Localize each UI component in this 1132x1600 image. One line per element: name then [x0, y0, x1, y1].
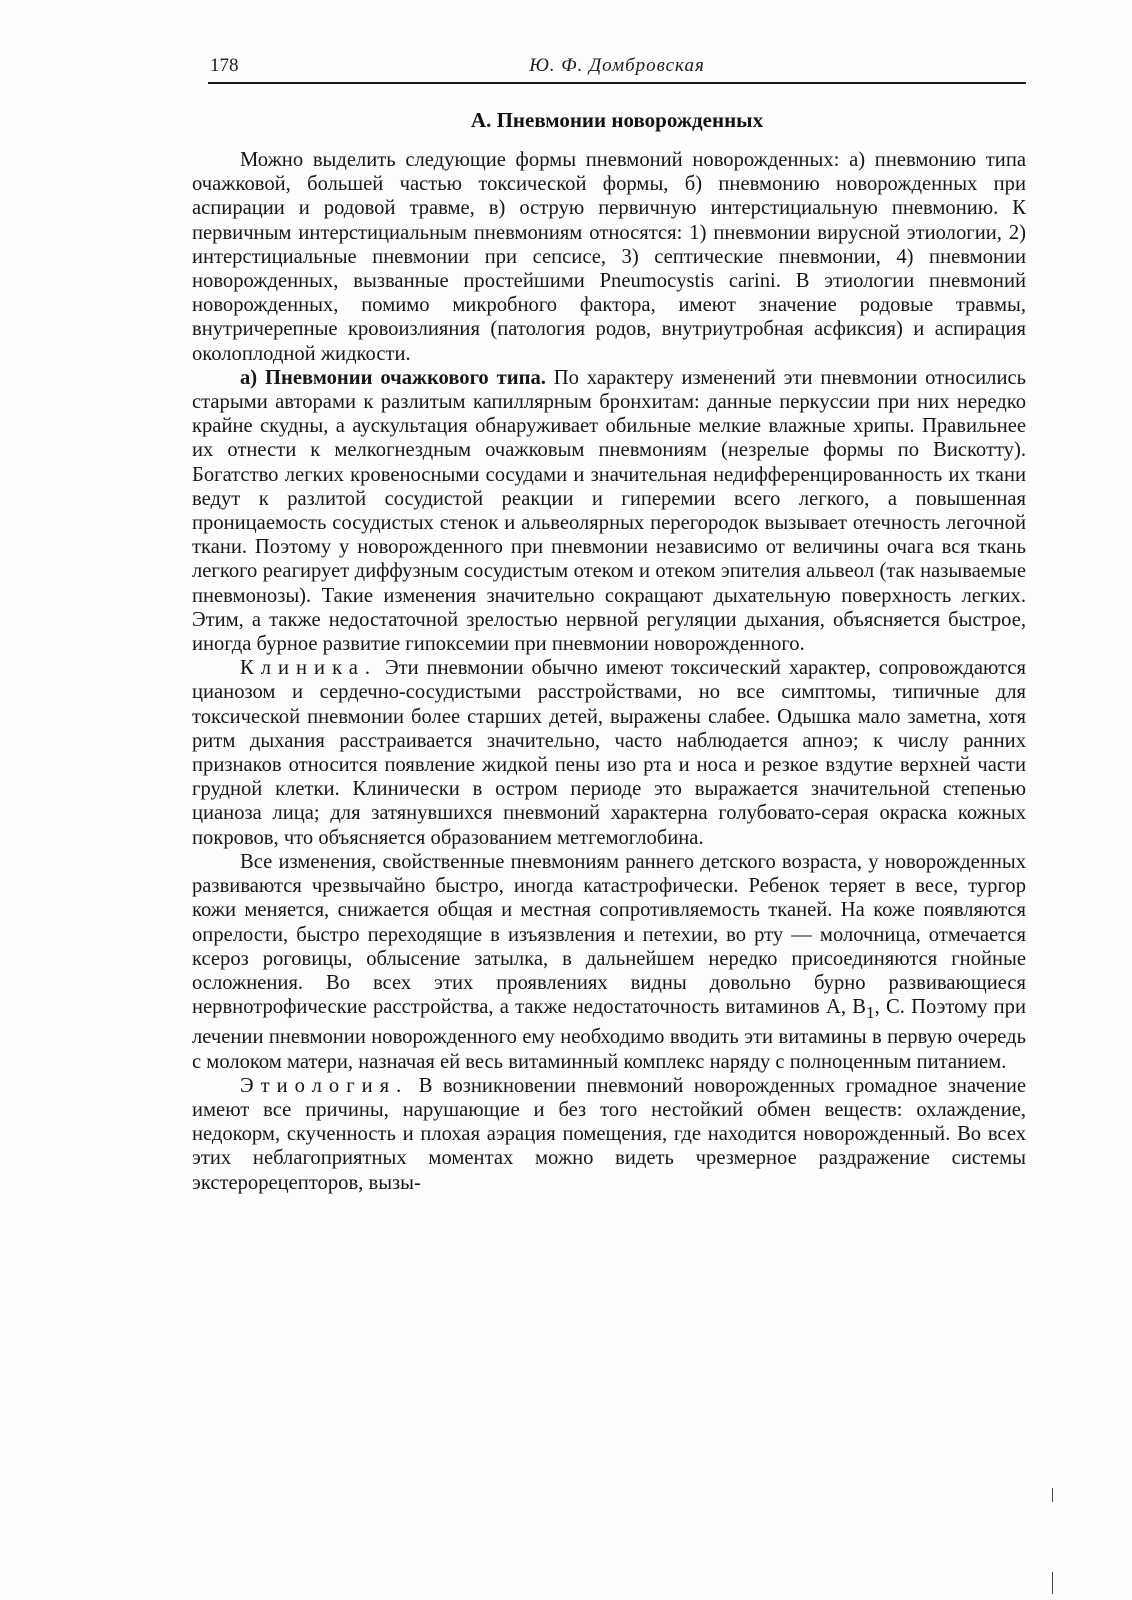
- margin-scan-mark: [1052, 1572, 1053, 1594]
- changes-text-part1: Все изменения, свойственные пневмониям раннего детского возраста, у новорожденных развиваются чрезвычайно быстро, иногда катастрофически. Ребенок теряет в весе, тургор кожи меняется, снижается общая и местная сопротивляемость тканей. На коже появляются опрелости, быстро переходящие в изъязвления и петехии, во рту — молочница, отмечается ксероз роговицы, облысение затылка, в дальнейшем нередко присоединяются гнойные осложнения. Во всех этих проявлениях видны довольно бурно развивающиеся нервнотрофические расстройства, а также недостаточность витаминов А, B: [192, 850, 1026, 1019]
- paragraph-changes: [192, 850, 1026, 1074]
- margin-scan-mark: [1052, 1488, 1053, 1502]
- running-head: Ю. Ф. Домбровская: [529, 55, 705, 76]
- changes-text-part2: , С. Поэтому при лечении пневмонии новорожденного ему необходимо вводить эти витамины в первую очередь с молоком матери, назначая ей весь витаминный комплекс наряду с полноценным питанием.: [192, 996, 1026, 1073]
- clinic-text: Эти пневмонии обычно имеют токсический характер, сопровождаются цианозом и сердечно-сосудистыми расстройствами, но все симптомы, типичные для токсической пневмонии более старших детей, выражены слабее. Одышка мало заметна, хотя ритм дыхания расстраивается значительно, часто наблюдается апноэ; к числу ранних признаков относится появление жидкой пены изо рта и носа и резкое вздутие верхней части грудной клетки. Клинически в остром периоде это выражается значительной степенью цианоза лица; для затянувшихся пневмоний характерна голубовато-серая окраска кожных покровов, что объясняется образованием метгемоглобина.: [192, 657, 1026, 849]
- focal-pneumonia-text: По характеру изменений эти пневмонии относились старыми авторами к разлитым капиллярным бронхитам: данные перкуссии при них нередко крайне скудны, а аускультация обнаруживает обильные мелкие влажные хрипы. Правильнее их отнести к мелкогнездным очажковым пневмониям (незрелые формы по Вискотту). Богатство легких кровеносными сосудами и значительная недифференцированность их ткани ведут к разлитой сосудистой реакции и гиперемии всего легкого, а повышенная проницаемость сосудистых стенок и альвеолярных перегородок вызывает отечность легочной ткани. Поэтому у новорожденного при пневмонии независимо от величины очага вся ткань легкого реагирует диффузным сосудистым отеком и отеком эпителия альвеол (так называемые пневмонозы). Такие изменения значительно сокращают дыхательную поверхность легких. Этим, а также недостаточной зрелостью нервной регуляции дыхания, объясняется быстрое, иногда бурное развитие гипоксемии при пневмонии новорожденного.: [192, 366, 1027, 656]
- clinic-heading: Клиника.: [240, 657, 378, 680]
- section-title: А. Пневмонии новорожденных: [470, 108, 764, 132]
- focal-pneumonia-heading: а) Пневмонии очажкового типа.: [240, 366, 546, 389]
- paragraph-intro: [192, 148, 1026, 366]
- paragraph-clinic: [192, 656, 1026, 850]
- page-header: [208, 52, 1026, 84]
- paragraph-focal-pneumonia: [192, 366, 1026, 656]
- paragraph-intro-text: Можно выделить следующие формы пневмоний новорожденных: а) пневмонию типа очажковой, большей частью токсической формы, б) пневмонию новорожденных при аспирации и родовой травме, в) острую первичную интерстициальную пневмонию. К первичным интерстициальным пневмониям относятся: 1) пневмонии вирусной этиологии, 2) интерстициальные пневмонии при сепсисе, 3) септические пневмонии, 4) пневмонии новорожденных, вызванные простейшими Pneumocystis carini. В этиологии пневмоний новорожденных, помимо микробного фактора, имеют значение родовые травмы, внутричерепные кровоизлияния (патология родов, внутриутробная асфиксия) и аспирация околоплодной жидкости.: [192, 149, 1026, 365]
- vitamin-subscript: 1: [866, 1003, 875, 1023]
- etiology-text: В возникновении пневмоний новорожденных громадное значение имеют все причины, нарушающие и без того нестойкий обмен веществ: охлаждение, недокорм, скученность и плохая аэрация помещения, где находится новорожденный. Во всех этих неблагоприятных моментах можно видеть чрезмерное раздражение системы экстерорецепторов, вызы-: [192, 1074, 1026, 1194]
- body-text: [192, 148, 1026, 1195]
- paragraph-etiology: [192, 1074, 1026, 1195]
- etiology-heading: Этиология.: [240, 1074, 409, 1097]
- page-number: 178: [210, 55, 239, 76]
